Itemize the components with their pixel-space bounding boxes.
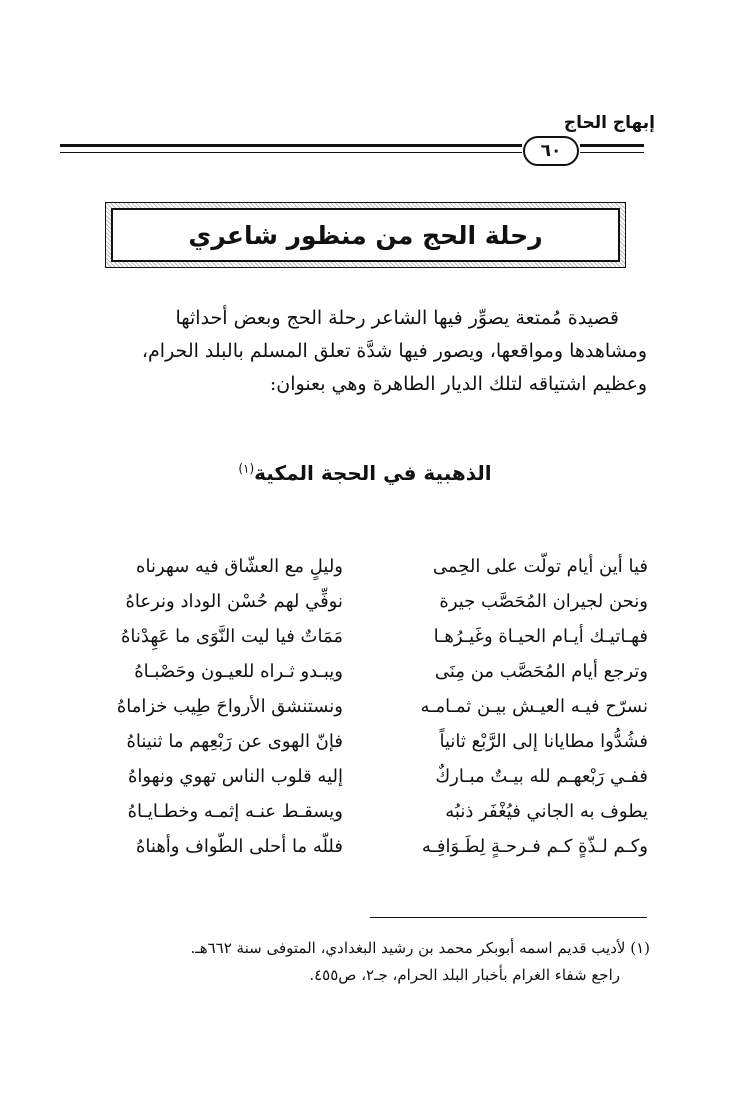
intro-line: ومشاهدها ومواقعها، ويصور فيها شدَّة تعلق المسلم بالبلد الحرام، bbox=[141, 340, 647, 362]
verse-second-hemistich: نوفِّي لهم حُسْن الوداد ونرعاهُ bbox=[125, 591, 343, 612]
poem-title: الذهبية في الحجة المكية bbox=[254, 461, 492, 485]
intro-line: قصيدة مُمتعة يصوِّر فيها الشاعر رحلة الحج وبعض أحداثها bbox=[175, 307, 619, 329]
footnote bbox=[60, 935, 650, 989]
header-rule-thin-left bbox=[60, 152, 522, 153]
section-title-frame bbox=[105, 202, 626, 268]
intro-line: وعظيم اشتياقه لتلك الديار الطاهرة وهي بعنوان: bbox=[269, 373, 647, 395]
footnote-line: (١) لأديب قديم اسمه أبوبكر محمد بن رشيد البغدادي، المتوفى سنة ٦٦٢هـ. bbox=[190, 939, 650, 957]
verse-first-hemistich: فيا أين أيام تولّت على الحِمى bbox=[432, 556, 648, 577]
verse-first-hemistich: فهـاتيـك أيـام الحيـاة وغَيـرُهـا bbox=[433, 626, 648, 647]
verse-first-hemistich: ففـي رَبْعهـم لله بيـتٌ مبـاركٌ bbox=[435, 766, 648, 787]
verse-second-hemistich: إليه قلوب الناس تهوي ونهواهُ bbox=[127, 766, 343, 787]
header-rule-thick-left bbox=[60, 144, 522, 147]
verse-second-hemistich: ويبـدو ثـراه للعيـون وحَصْبـاهُ bbox=[134, 661, 343, 682]
verse-second-hemistich: ويسقـط عنـه إثمـه وخطـايـاهُ bbox=[127, 801, 343, 822]
verse-second-hemistich: فللّه ما أحلى الطّواف وأهناهُ bbox=[135, 836, 343, 857]
footnote-ref: (١) bbox=[238, 461, 255, 476]
verse-first-hemistich: نسرّح فيـه العيـش بيـن ثمـامـه bbox=[420, 696, 648, 717]
verse-second-hemistich: فإنّ الهوى عن رَبْعِهم ما ثنيناهُ bbox=[126, 731, 343, 752]
header-rule-thick-right bbox=[580, 144, 644, 147]
page-number: ٦٠ bbox=[523, 136, 579, 166]
verse-second-hemistich: ونستنشق الأرواحَ طِيب خزاماهُ bbox=[116, 696, 343, 717]
verse-first-hemistich: يطوف به الجاني فيُغْفَر ذنبُه bbox=[445, 801, 648, 822]
footnote-line: راجع شفاء الغرام بأخبار البلد الحرام، جـ٢، ص٤٥٥. bbox=[309, 966, 620, 984]
verse-second-hemistich: وليلٍ مع العشّاق فيه سهرناه bbox=[136, 556, 343, 577]
poem-title-row bbox=[150, 461, 580, 485]
verse-first-hemistich: ونحن لجيران المُحَصَّب جيرة bbox=[439, 591, 648, 612]
intro-paragraph bbox=[62, 302, 647, 401]
verse-first-hemistich: وكـم لـذّةٍ كـم فـرحـةٍ لِطَـوَافِـه bbox=[421, 836, 648, 857]
verse-second-hemistich: مَمَاتٌ فيا ليت النَّوَى ما عَهِدْناهُ bbox=[120, 626, 343, 647]
footnote-divider bbox=[370, 917, 647, 918]
section-title: رحلة الحج من منظور شاعري bbox=[111, 208, 620, 262]
verse-first-hemistich: فشُدُّوا مطايانا إلى الرَّبْع ثانياً bbox=[439, 731, 648, 752]
header-rule-thin-right bbox=[580, 152, 644, 153]
book-title: إبهاج الحاج bbox=[563, 113, 655, 133]
verse-first-hemistich: وترجع أيام المُحَصَّب من مِنَى bbox=[434, 661, 648, 682]
